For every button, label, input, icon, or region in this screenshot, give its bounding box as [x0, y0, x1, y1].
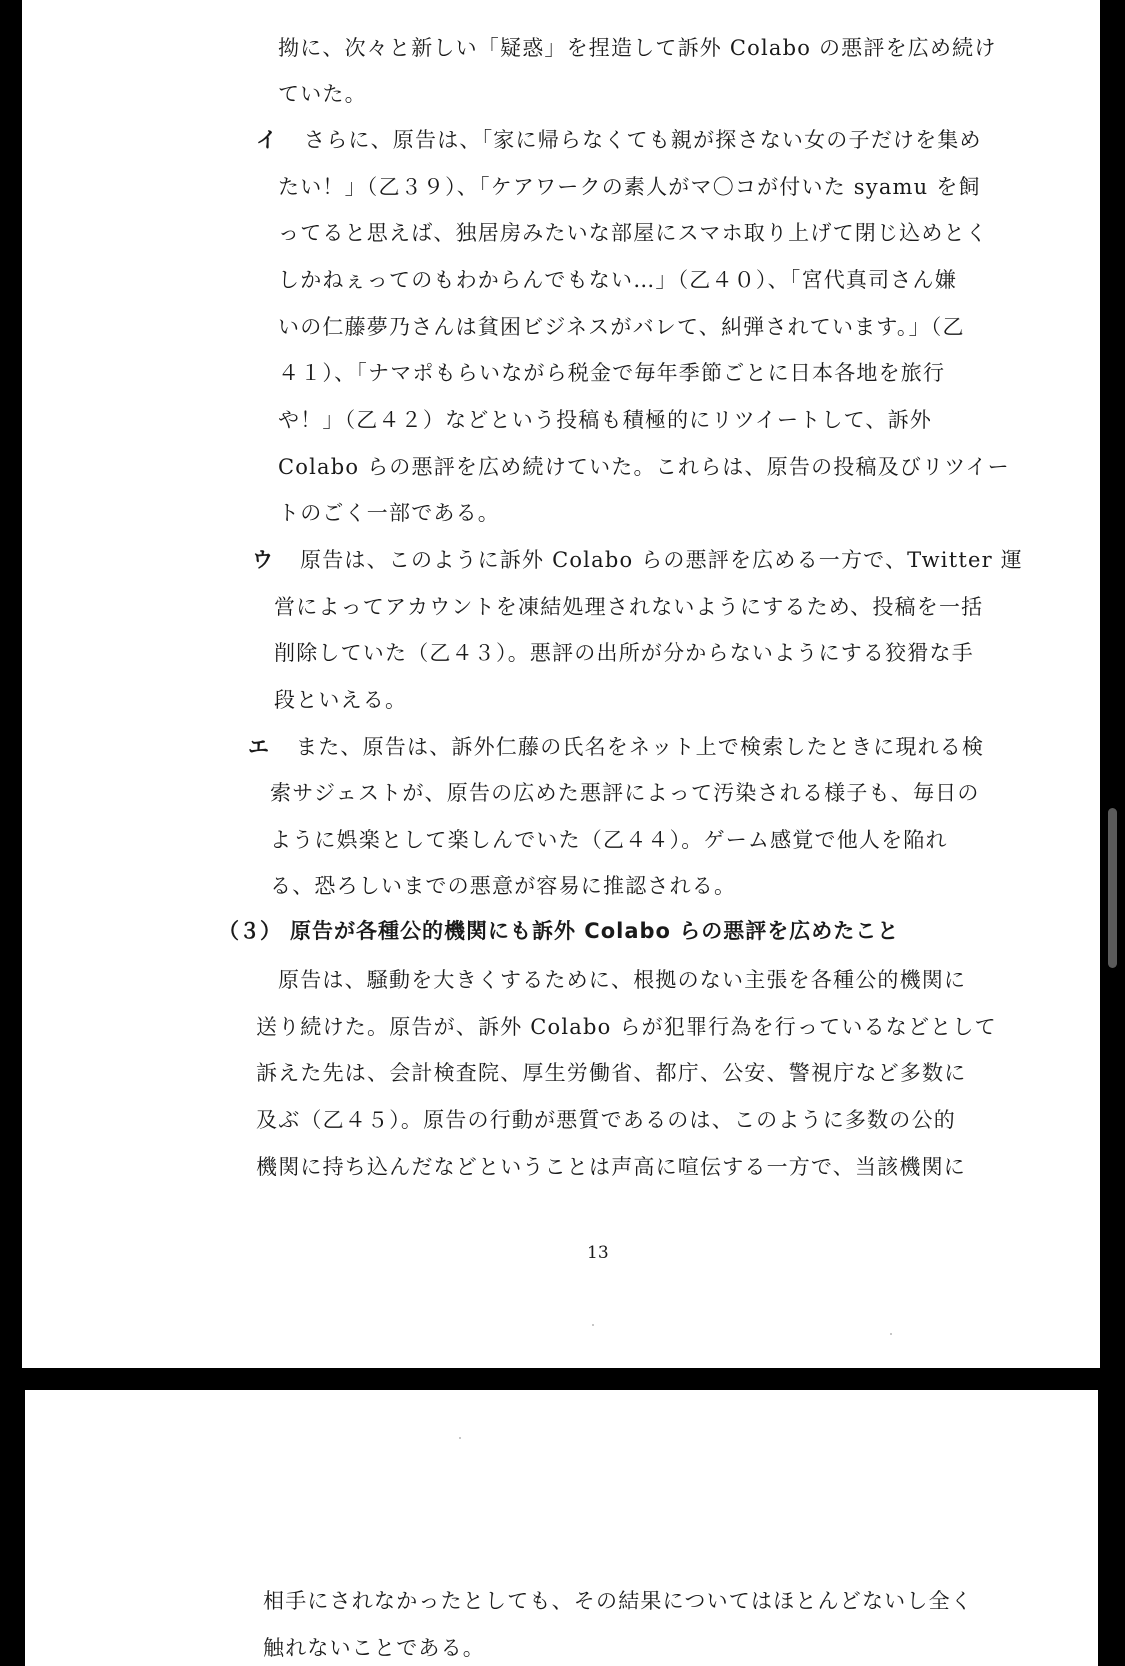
page-number: 13	[587, 1243, 609, 1263]
text-line: 訴えた先は、会計検査院、厚生労働省、都庁、公安、警視庁など多数に	[256, 1061, 967, 1085]
text-line: 及ぶ（乙４５）。原告の行動が悪質であるのは、このように多数の公的	[256, 1108, 956, 1132]
text-line: る、恐ろしいまでの悪意が容易に推認される。	[270, 874, 737, 898]
text-line: 原告は、騒動を大きくするために、根拠のない主張を各種公的機関に	[278, 968, 967, 992]
section-number: （３）	[218, 919, 281, 943]
text-line: ってると思えば、独居房みたいな部屋にスマホ取り上げて閉じ込めとく	[278, 221, 988, 245]
list-marker-i: イ	[256, 128, 277, 152]
scrollbar-thumb[interactable]	[1108, 808, 1117, 968]
text-line: 営によってアカウントを凍結処理されないようにするため、投稿を一括	[274, 595, 984, 619]
text-line: や！」（乙４２）などという投稿も積極的にリツイートして、訴外	[278, 408, 933, 432]
text-line: さらに、原告は、「家に帰らなくても親が探さない女の子だけを集め	[304, 128, 982, 152]
text-line: 拗に、次々と新しい「疑惑」を捏造して訴外 Colabo の悪評を広め続け	[278, 36, 997, 60]
text-line: Colabo らの悪評を広め続けていた。これらは、原告の投稿及びリツイー	[278, 455, 1010, 479]
scan-speck	[459, 1437, 461, 1439]
text-line: しかねぇってのもわからんでもない…」（乙４０）、「宮代真司さん嫌	[278, 268, 957, 292]
text-line: 触れないことである。	[263, 1636, 485, 1660]
list-marker-e: エ	[248, 735, 269, 759]
text-line: 機関に持ち込んだなどということは声高に喧伝する一方で、当該機関に	[256, 1155, 966, 1179]
text-line: ４１）、「ナマポもらいながら税金で毎年季節ごとに日本各地を旅行	[278, 361, 946, 385]
text-line: ように娯楽として楽しんでいた（乙４４）。ゲーム感覚で他人を陥れ	[270, 828, 948, 852]
document-page-13	[22, 0, 1100, 1368]
text-line: 削除していた（乙４３）。悪評の出所が分からないようにする狡猾な手	[274, 641, 974, 665]
text-line: 原告は、このように訴外 Colabo らの悪評を広める一方で、Twitter 運	[300, 548, 1023, 572]
document-page-14	[25, 1390, 1098, 1666]
text-line: たい！」（乙３９）、「ケアワークの素人がマ〇コが付いた syamu を飼	[278, 175, 981, 199]
text-line: いの仁藤夢乃さんは貧困ビジネスがバレて、糾弾されています。」（乙	[278, 315, 965, 339]
text-line: また、原告は、訴外仁藤の氏名をネット上で検索したときに現れる検	[296, 735, 985, 759]
text-line: ていた。	[278, 82, 367, 106]
scan-speck	[890, 1333, 892, 1335]
list-marker-u: ウ	[252, 548, 273, 572]
text-line: 段といえる。	[274, 688, 408, 712]
text-line: 送り続けた。原告が、訴外 Colabo らが犯罪行為を行っているなどとして	[256, 1015, 997, 1039]
text-line: 相手にされなかったとしても、その結果についてはほとんどないし全く	[263, 1589, 973, 1613]
scan-speck	[592, 1324, 594, 1326]
section-heading: 原告が各種公的機関にも訴外 Colabo らの悪評を広めたこと	[290, 919, 900, 943]
text-line: 索サジェストが、原告の広めた悪評によって汚染される様子も、毎日の	[270, 781, 980, 805]
text-line: トのごく一部である。	[278, 501, 500, 525]
